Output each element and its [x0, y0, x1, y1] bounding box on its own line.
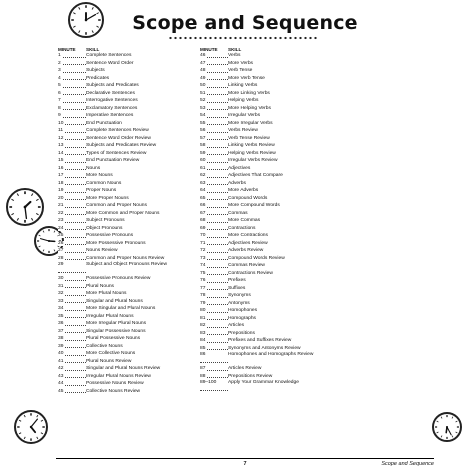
list-item — [200, 90, 366, 98]
list-item — [200, 210, 366, 218]
list-item — [200, 97, 366, 105]
list-item — [200, 247, 366, 255]
skill-name: Adjectives — [228, 165, 251, 171]
list-item — [200, 172, 366, 180]
list-item — [200, 195, 366, 203]
list-item — [200, 120, 366, 128]
minute-number: 27 — [58, 247, 86, 255]
skill-name: Common Nouns — [86, 180, 122, 186]
skill-name: Object Pronouns — [86, 225, 123, 231]
minute-number: 14 — [58, 150, 86, 158]
skill-name: Articles Review — [228, 366, 262, 371]
list-item — [200, 232, 366, 240]
page-title: Scope and Sequence — [132, 12, 358, 34]
minute-number: 64 — [200, 187, 228, 195]
skill-name: Homographs — [228, 315, 256, 321]
skill-name: Singular and Plural Nouns Review — [86, 366, 161, 371]
skill-name: Predicates — [86, 75, 110, 81]
right-column-header — [200, 43, 366, 52]
skill-name: Possessive Pronouns Review — [86, 276, 151, 281]
skill-name: Verb Tense Review — [228, 135, 270, 141]
skill-name: More Common and Proper Nouns — [86, 210, 160, 216]
minute-number: 8 — [58, 105, 86, 113]
skill-header: SKILL — [228, 47, 242, 52]
minute-number: 86 — [200, 352, 228, 365]
skill-name: Plural Nouns Review — [86, 358, 132, 364]
list-item — [200, 52, 366, 60]
minute-number: 25 — [58, 232, 86, 240]
minute-number: 87 — [200, 365, 228, 373]
list-item — [200, 127, 366, 135]
skill-name: Commas Review — [228, 263, 265, 268]
skill-name: Antonyms — [228, 300, 250, 306]
skill-name: Plural Nouns — [86, 283, 114, 289]
skill-name: Nouns — [86, 165, 101, 171]
list-item — [200, 285, 366, 293]
skill-name: Contractions Review — [228, 270, 273, 276]
skill-name: Proper Nouns — [86, 188, 117, 193]
list-item — [200, 307, 366, 315]
skill-name: Articles — [228, 323, 245, 328]
minute-number: 70 — [200, 232, 228, 240]
skill-name: Adverbs — [228, 180, 246, 186]
minute-number: 49 — [200, 75, 228, 83]
minute-header: MINUTE — [200, 47, 218, 52]
minute-number: 40 — [58, 350, 86, 358]
minute-number: 43 — [58, 373, 86, 381]
skill-name: Synonyms and Antonyms Review — [228, 345, 301, 351]
list-item — [200, 165, 366, 173]
minute-number: 21 — [58, 202, 86, 210]
list-item — [200, 365, 366, 373]
skill-name: Possessive Nouns Review — [86, 381, 144, 386]
right-column — [200, 43, 366, 393]
skill-name: Prefixes — [228, 278, 246, 283]
skill-name: Compound Words — [228, 195, 268, 201]
minute-number: 75 — [200, 270, 228, 278]
skill-name: Sentence Word Order — [86, 60, 134, 66]
skill-name: Common and Proper Nouns — [86, 203, 147, 208]
skill-name: Complete Sentences — [86, 53, 132, 58]
list-item — [200, 187, 366, 195]
minute-number: 30 — [58, 275, 86, 283]
minute-number: 41 — [58, 358, 86, 366]
list-item — [200, 202, 366, 210]
minute-number: 36 — [58, 320, 86, 328]
skill-name: More Helping Verbs — [228, 105, 271, 111]
skill-name: Adjectives Review — [228, 240, 268, 246]
minute-number: 5 — [58, 82, 86, 90]
minute-number: 39 — [58, 343, 86, 351]
list-item — [200, 217, 366, 225]
clock-bottom-right-icon — [432, 412, 462, 442]
minute-number: 1 — [58, 52, 86, 60]
skill-name: Linking Verbs — [228, 83, 258, 88]
list-item — [200, 380, 366, 393]
minute-number: 53 — [200, 105, 228, 113]
minute-number: 2 — [58, 60, 86, 68]
list-item — [200, 345, 366, 353]
list-item — [200, 82, 366, 90]
skill-name: Collective Nouns — [86, 343, 123, 349]
minute-number: 71 — [200, 240, 228, 248]
list-item — [200, 240, 366, 248]
list-item — [200, 60, 366, 68]
minute-number: 15 — [58, 157, 86, 165]
title-dotted-rule — [168, 36, 318, 40]
minute-number: 9 — [58, 112, 86, 120]
minute-number: 82 — [200, 322, 228, 330]
minute-number: 44 — [58, 380, 86, 388]
skill-name: Common and Proper Nouns Review — [86, 255, 165, 261]
minute-number: 74 — [200, 262, 228, 270]
skill-name: More Commas — [228, 218, 261, 223]
minute-number: 29 — [58, 262, 86, 275]
minute-number: 34 — [58, 305, 86, 313]
minute-number: 33 — [58, 298, 86, 306]
skill-name: Synonyms — [228, 293, 251, 298]
minute-number: 55 — [200, 120, 228, 128]
minute-number: 80 — [200, 307, 228, 315]
minute-number: 85 — [200, 345, 228, 353]
skill-name: More Compound Words — [228, 203, 280, 208]
minute-number: 89–100 — [200, 380, 228, 393]
minute-number: 32 — [58, 290, 86, 298]
minute-number: 13 — [58, 142, 86, 150]
skill-name: Singular and Plural Nouns — [86, 298, 143, 304]
minute-number: 48 — [200, 67, 228, 75]
list-item — [200, 150, 366, 158]
list-item — [200, 112, 366, 120]
skill-name: More Proper Nouns — [86, 195, 129, 201]
skill-name: End Punctuation Review — [86, 158, 140, 163]
list-item — [200, 225, 366, 233]
minute-number: 28 — [58, 255, 86, 263]
skill-name: Sentence Word Order Review — [86, 135, 151, 141]
skill-name: Irregular Plural Nouns Review — [86, 373, 151, 379]
minute-number: 16 — [58, 165, 86, 173]
list-item — [200, 135, 366, 143]
minute-number: 45 — [58, 388, 86, 396]
list-item — [200, 157, 366, 165]
list-item — [200, 255, 366, 263]
minute-number: 78 — [200, 292, 228, 300]
skill-name: Prefixes and Suffixes Review — [228, 338, 292, 343]
minute-number: 63 — [200, 180, 228, 188]
skill-name: Homophones and Homographs Review — [228, 352, 314, 357]
list-item — [200, 75, 366, 83]
skill-name: More Verb Tense — [228, 75, 265, 81]
list-item — [200, 262, 366, 270]
minute-number: 20 — [58, 195, 86, 203]
skill-name: Prepositions — [228, 330, 255, 336]
skill-name: Contractions — [228, 225, 256, 231]
minute-number: 24 — [58, 225, 86, 233]
skill-name: Collective Nouns Review — [86, 388, 141, 394]
minute-number: 59 — [200, 150, 228, 158]
minute-number: 84 — [200, 337, 228, 345]
skill-name: Subjects and Predicates — [86, 83, 139, 88]
list-item — [200, 277, 366, 285]
minute-number: 60 — [200, 157, 228, 165]
page-number: 7 — [243, 461, 247, 467]
footer-section-title: Scope and Sequence — [381, 461, 434, 467]
skill-name: Subjects — [86, 68, 105, 73]
skill-name: Plural Possessive Nouns — [86, 336, 141, 341]
skill-name: Irregular Verbs — [228, 113, 261, 118]
minute-number: 57 — [200, 135, 228, 143]
minute-number: 52 — [200, 97, 228, 105]
skill-name: Interrogative Sentences — [86, 98, 138, 103]
minute-header: MINUTE — [58, 47, 76, 52]
minute-number: 83 — [200, 330, 228, 338]
skill-name: Verbs Review — [228, 128, 258, 133]
list-item — [200, 322, 366, 330]
minute-number: 22 — [58, 210, 86, 218]
skill-name: Adverbs Review — [228, 248, 264, 253]
minute-number: 68 — [200, 217, 228, 225]
minute-number: 81 — [200, 315, 228, 323]
list-item — [200, 330, 366, 338]
skill-name: More Verbs — [228, 60, 254, 66]
minute-number: 42 — [58, 365, 86, 373]
minute-number: 26 — [58, 240, 86, 248]
minute-number: 79 — [200, 300, 228, 308]
list-item — [200, 300, 366, 308]
skill-name: Subject Pronouns — [86, 218, 125, 223]
list-item — [200, 352, 366, 365]
skill-name: More Plural Nouns — [86, 291, 127, 296]
minute-number: 4 — [58, 75, 86, 83]
minute-number: 66 — [200, 202, 228, 210]
minute-number: 18 — [58, 180, 86, 188]
minute-number: 6 — [58, 90, 86, 98]
list-item — [200, 270, 366, 278]
skill-name: Compound Words Review — [228, 255, 285, 261]
skill-name: More Irregular Plural Nouns — [86, 321, 147, 326]
skill-name: More Irregular Verbs — [228, 120, 273, 126]
list-item — [200, 142, 366, 150]
skill-name: Commas — [228, 210, 248, 216]
skill-name: Irregular Verbs Review — [228, 158, 278, 163]
clock-bottom-left-icon — [14, 410, 48, 444]
minute-number: 73 — [200, 255, 228, 263]
minute-number: 77 — [200, 285, 228, 293]
minute-number: 54 — [200, 112, 228, 120]
list-item — [200, 337, 366, 345]
minute-number: 10 — [58, 120, 86, 128]
skill-name: Imperative Sentences — [86, 113, 134, 118]
minute-number: 72 — [200, 247, 228, 255]
skill-name: Types of Sentences Review — [86, 150, 147, 156]
minute-number: 65 — [200, 195, 228, 203]
skill-name: Verbs — [228, 53, 241, 58]
minute-number: 31 — [58, 283, 86, 291]
skill-name: Apply Your Grammar Knowledge — [228, 380, 299, 385]
skill-name: Exclamatory Sentences — [86, 105, 138, 111]
skill-name: Homophones — [228, 308, 258, 313]
minute-number: 47 — [200, 60, 228, 68]
minute-number: 50 — [200, 82, 228, 90]
skill-name: Declarative Sentences — [86, 90, 135, 96]
minute-number: 46 — [200, 52, 228, 60]
list-item — [200, 315, 366, 323]
skill-name: More Nouns — [86, 173, 113, 178]
minute-number: 11 — [58, 127, 86, 135]
skill-name: End Punctuation — [86, 120, 122, 126]
minute-number: 35 — [58, 313, 86, 321]
skill-name: More Contractions — [228, 233, 268, 238]
list-item — [200, 292, 366, 300]
list-item — [200, 180, 366, 188]
minute-number: 3 — [58, 67, 86, 75]
minute-number: 38 — [58, 335, 86, 343]
minute-number: 23 — [58, 217, 86, 225]
minute-number: 37 — [58, 328, 86, 336]
minute-number: 61 — [200, 165, 228, 173]
page-footer — [56, 458, 434, 470]
skill-name: Verb Tense — [228, 68, 253, 73]
minute-number: 76 — [200, 277, 228, 285]
skill-name: Subjects and Predicates Review — [86, 143, 157, 148]
minute-number: 19 — [58, 187, 86, 195]
minute-number: 56 — [200, 127, 228, 135]
skill-name: Helping Verbs Review — [228, 150, 276, 156]
skill-name: Helping Verbs — [228, 98, 259, 103]
list-item — [200, 105, 366, 113]
right-rows — [200, 52, 366, 393]
skill-name: More Adverbs — [228, 188, 259, 193]
skill-name: Possessive Pronouns — [86, 233, 134, 238]
skill-name: Nouns Review — [86, 248, 118, 253]
skill-name: Prepositions Review — [228, 373, 273, 379]
minute-number: 88 — [200, 373, 228, 381]
skill-name: Adjectives That Compare — [228, 173, 283, 178]
clock-mid-left-icon — [6, 188, 44, 226]
minute-number: 17 — [58, 172, 86, 180]
skill-header: SKILL — [86, 47, 100, 52]
minute-number: 12 — [58, 135, 86, 143]
skill-name: Irregular Plural Nouns — [86, 313, 134, 319]
skill-name: Complete Sentences Review — [86, 128, 149, 133]
skill-name: Linking Verbs Review — [228, 143, 275, 148]
list-item — [200, 67, 366, 75]
skill-name: More Singular and Plural Nouns — [86, 306, 156, 311]
minute-number: 58 — [200, 142, 228, 150]
skill-name: More Collective Nouns — [86, 351, 136, 356]
skill-name: More Possessive Pronouns — [86, 240, 146, 246]
skill-name: More Linking Verbs — [228, 90, 270, 96]
minute-number: 7 — [58, 97, 86, 105]
list-item — [200, 373, 366, 381]
skill-name: Suffixes — [228, 285, 246, 291]
minute-number: 67 — [200, 210, 228, 218]
skill-name: Subject and Object Pronouns Review — [86, 262, 168, 267]
skill-name: Singular Possessive Nouns — [86, 328, 146, 334]
minute-number: 51 — [200, 90, 228, 98]
minute-number: 69 — [200, 225, 228, 233]
minute-number: 62 — [200, 172, 228, 180]
